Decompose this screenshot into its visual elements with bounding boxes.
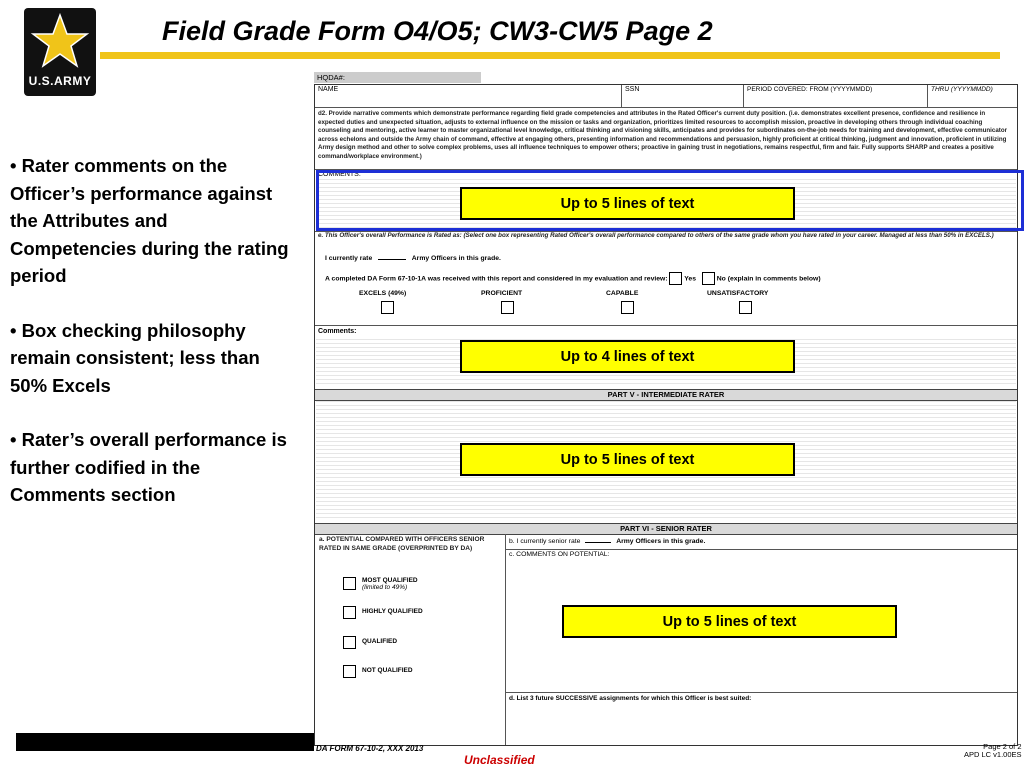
callout-senior-rater: Up to 5 lines of text <box>562 605 897 638</box>
form-received-label: A completed DA Form 67-10-1A was received with this report and considered in my evaluation and review: <box>325 275 668 283</box>
not-qualified-checkbox[interactable] <box>343 665 356 678</box>
divider <box>505 549 1017 550</box>
form-received-row <box>325 272 821 285</box>
rating-excels-label: EXCELS (49%) <box>359 290 407 297</box>
no-checkbox[interactable] <box>702 272 715 285</box>
part-vi-header: PART VI - SENIOR RATER <box>315 523 1017 535</box>
bullet-item: • Box checking philosophy remain consistent; less than 50% Excels <box>10 319 260 396</box>
potential-label: a. POTENTIAL COMPARED WITH OFFICERS SENIOR RATED IN SAME GRADE (OVERPRINTED BY DA) <box>319 536 485 552</box>
qualified-checkbox[interactable] <box>343 636 356 649</box>
overall-performance-instructions: e. This Officer's overall Performance is Rated as: (Select one box representing Rated Officer's overall performance compared to others of the same grade whom you have rated in your career. Managed at less than 50% in EXCELS.) <box>318 232 994 239</box>
most-qualified-text: MOST QUALIFIED <box>362 577 418 584</box>
footer-bar <box>16 733 314 751</box>
ssn-field[interactable]: SSN <box>622 85 744 107</box>
bullet-text: Rater comments on the Officer’s performance against the Attributes and Competencies during the rating period <box>10 155 289 286</box>
us-army-logo <box>24 8 96 96</box>
bullet-item: • Rater’s overall performance is further codified in the Comments section <box>10 429 287 505</box>
comments2-label: Comments: <box>318 328 357 335</box>
callout-intermediate-rater: Up to 5 lines of text <box>460 443 795 476</box>
highly-qualified-checkbox[interactable] <box>343 606 356 619</box>
bullet-list <box>10 152 290 536</box>
page-title: Field Grade Form O4/O5; CW3-CW5 Page 2 <box>162 16 713 46</box>
page-indicator <box>964 743 1022 759</box>
currently-rate-label: I currently rate <box>325 255 373 262</box>
capable-checkbox[interactable] <box>621 301 634 314</box>
divider <box>505 534 506 745</box>
senior-rate-label: b. I currently senior rate <box>509 538 581 545</box>
yes-checkbox[interactable] <box>669 272 682 285</box>
currently-rate-row <box>325 255 501 262</box>
part-v-header: PART V - INTERMEDIATE RATER <box>315 389 1017 401</box>
name-field[interactable]: NAME <box>315 85 622 107</box>
page-number: Page 2 of 2 <box>983 742 1022 751</box>
army-star-icon <box>30 12 90 70</box>
most-qualified-label <box>362 577 418 591</box>
rating-proficient-label: PROFICIENT <box>481 290 523 297</box>
not-qualified-label: NOT QUALIFIED <box>362 667 413 674</box>
bullet-text: Rater’s overall performance is further codified in the Comments section <box>10 429 287 505</box>
most-qualified-note: (limited to 49%) <box>362 584 408 591</box>
hqda-field: HQDA#: <box>314 72 481 83</box>
period-from-field[interactable]: PERIOD COVERED: FROM (YYYYMMDD) <box>744 85 928 107</box>
period-thru-field[interactable]: THRU (YYYYMMDD) <box>931 86 993 93</box>
form-id: DA FORM 67-10-2, XXX 2013 <box>316 744 424 753</box>
divider <box>505 692 1017 693</box>
callout-comments: Up to 5 lines of text <box>460 187 795 220</box>
currently-rate-input[interactable] <box>378 259 406 260</box>
classification-label: Unclassified <box>464 753 535 767</box>
army-officers-label: Army Officers in this grade. <box>411 255 501 262</box>
senior-rate-input[interactable] <box>585 542 611 543</box>
excels-checkbox[interactable] <box>381 301 394 314</box>
d2-instructions: d2. Provide narrative comments which demonstrate performance regarding field grade competencies and attributes in the Rated Officer's current duty position. (i.e. demonstrates excellent presence, confidence and resilience in expected duties and unexpected situation, adjusts to external influence on the mission or tasks and organization, prioritizes limited resources to accomplish mission, proactive in developing others through individual coaching counseling and mentoring, active learner to master organizational level knowledge, critical thinking and visioning skills, anticipates and provides for subordinates on-the-job needs for training and development, effective communicator across echelons and outside the Army chain of command, effective at engaging others, presenting information and recommendations and persuasion, highly proficient at critical thinking, judgment and innovation, proficient in utilizing Army design method and other to solve complex problems, uses all influence techniques to empower others; proactive in gaining trust in negotiations, remains respectful, firm and fair. Fully supports SHARP and creates a positive command/workplace environment.) <box>318 110 1008 160</box>
comments-label: COMMENTS: <box>318 171 361 178</box>
bullet-text: Box checking philosophy remain consistent; less than 50% Excels <box>10 319 260 396</box>
title-underline <box>100 52 1000 59</box>
successive-assignments-label: d. List 3 future SUCCESSIVE assignments for which this Officer is best suited: <box>509 695 752 702</box>
yes-label: Yes <box>684 275 696 283</box>
rating-capable-label: CAPABLE <box>606 290 639 297</box>
senior-rate-suffix: Army Officers in this grade. <box>616 538 706 545</box>
rating-unsatisfactory-label: UNSATISFACTORY <box>707 290 769 297</box>
no-label: No (explain in comments below) <box>716 275 821 283</box>
most-qualified-checkbox[interactable] <box>343 577 356 590</box>
bullet-item: • Rater comments on the Officer’s performance against the Attributes and Competencies during the rating period <box>10 155 289 286</box>
callout-rater-comments: Up to 4 lines of text <box>460 340 795 373</box>
divider <box>315 325 1017 326</box>
highly-qualified-label: HIGHLY QUALIFIED <box>362 608 423 615</box>
logo-text: U.S.ARMY <box>28 74 92 88</box>
unsatisfactory-checkbox[interactable] <box>739 301 752 314</box>
form-header-row <box>315 85 1017 108</box>
version-label: APD LC v1.00ES <box>964 750 1022 759</box>
comments-potential-label: c. COMMENTS ON POTENTIAL: <box>509 551 610 558</box>
senior-rate-row <box>509 538 705 545</box>
qualified-label: QUALIFIED <box>362 638 398 645</box>
proficient-checkbox[interactable] <box>501 301 514 314</box>
